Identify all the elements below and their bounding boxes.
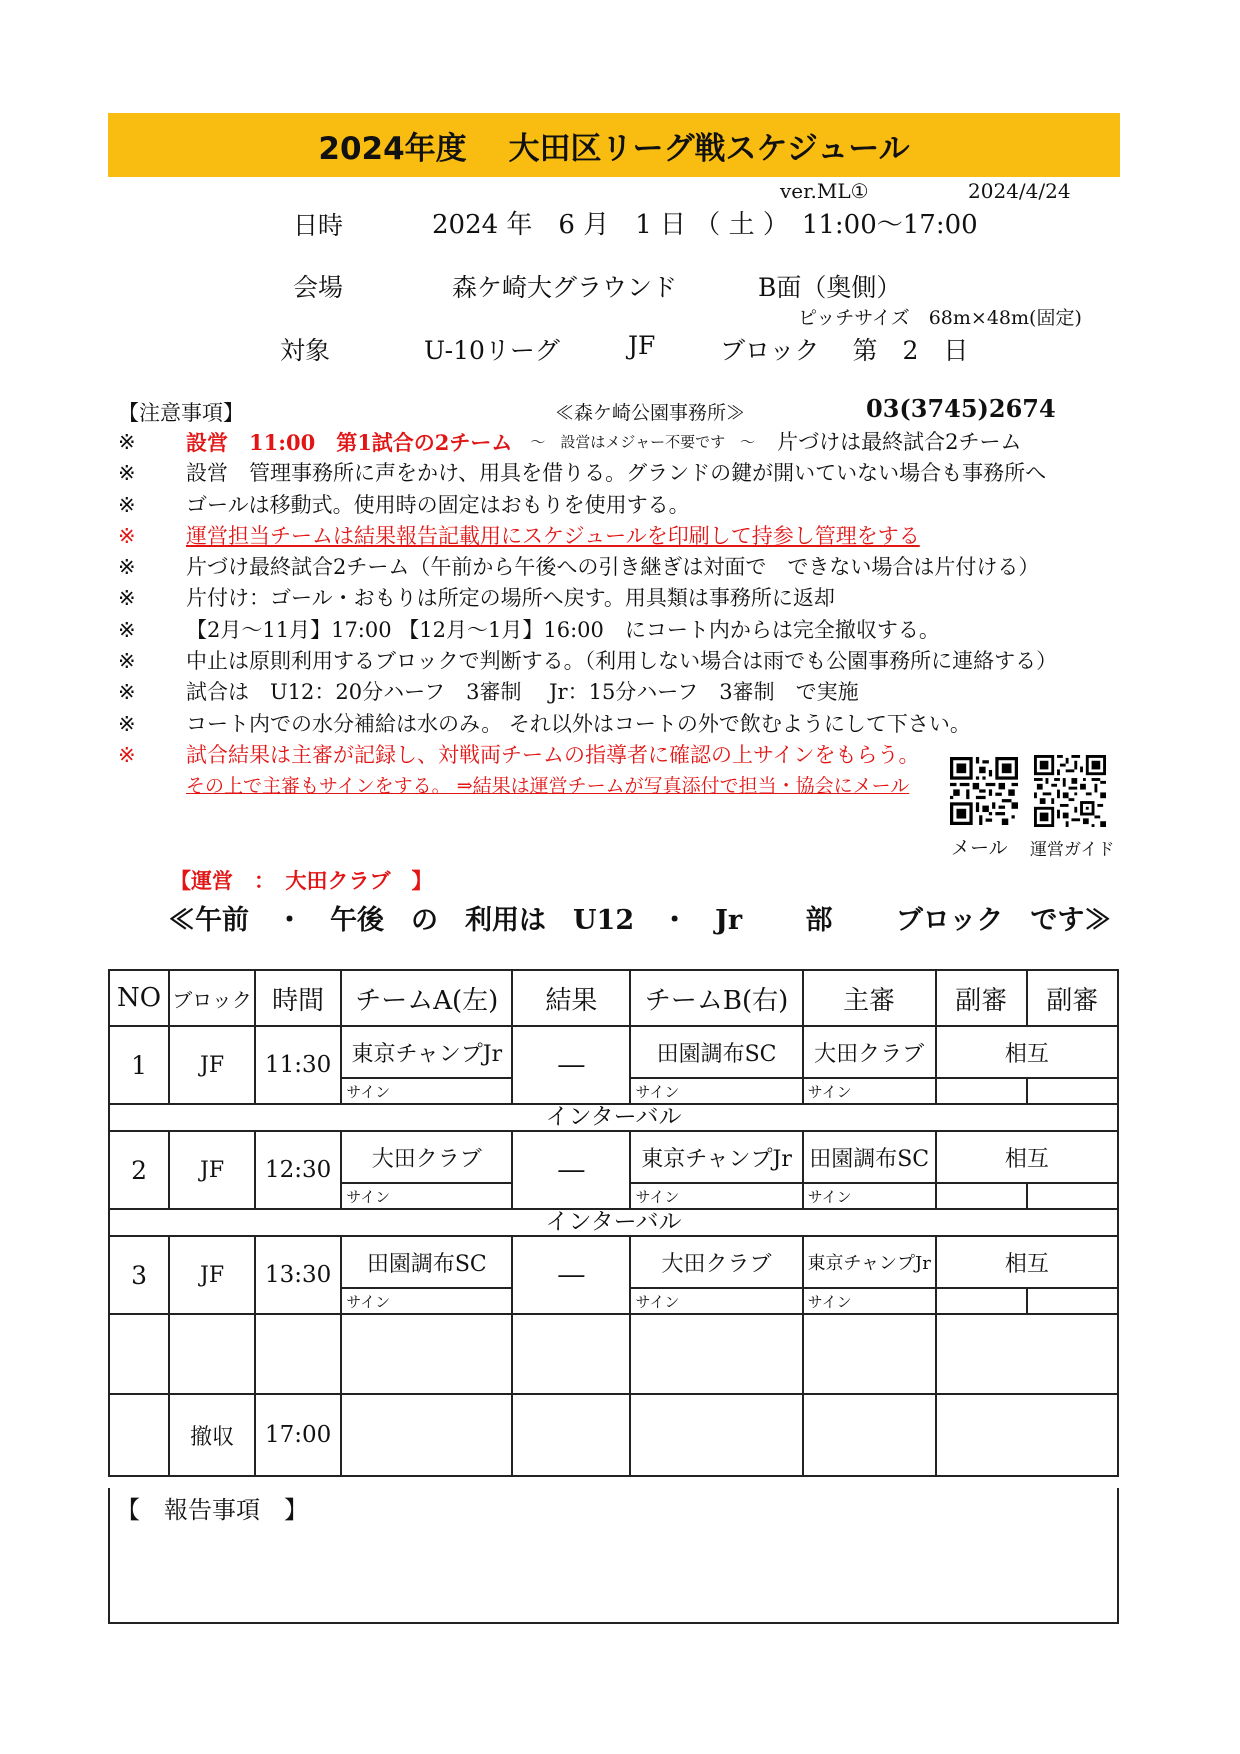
sign-assistant-2[interactable] <box>1027 1183 1118 1209</box>
target-league: U-10リーグ <box>424 336 560 365</box>
sign-team-b[interactable]: サイン <box>630 1288 802 1314</box>
note-item: ※ 試合結果は主審が記録し、対戦両チームの指導者に確認の上サインをもらう。 <box>118 742 920 767</box>
guide-qr-label: 運営ガイド <box>1030 840 1115 860</box>
sign-assistant-2[interactable] <box>1027 1078 1118 1104</box>
referee: 田園調布SC <box>803 1131 936 1183</box>
datetime-label: 日時 <box>293 211 344 240</box>
report-box[interactable] <box>108 1488 1119 1624</box>
office-phone: 03(3745)2674 <box>866 394 1056 423</box>
venue-value: 森ケ崎大グラウンド <box>452 273 678 302</box>
note-item: ※ 片付け：ゴール・おもりは所定の場所へ戻す。用具類は事務所に返却 <box>118 586 835 611</box>
match-time: 12:30 <box>255 1131 341 1209</box>
notes-heading: 【注意事項】 <box>118 401 244 425</box>
col-time: 時間 <box>255 970 341 1026</box>
match-time: 13:30 <box>255 1236 341 1314</box>
venue-label: 会場 <box>293 273 344 302</box>
result-cell[interactable]: ― <box>512 1026 630 1104</box>
match-block: JF <box>169 1236 255 1314</box>
note-item: ※ 【2月～11月】17:00 【12月～1月】16:00 にコート内からは完全撤収する。 <box>118 617 940 642</box>
team-a: 大田クラブ <box>341 1131 512 1183</box>
title-bar <box>108 113 1120 177</box>
note-item: ※ ゴールは移動式。使用時の固定はおもりを使用する。 <box>118 492 690 517</box>
col-referee: 主審 <box>803 970 936 1026</box>
note-item: ※ 中止は原則利用するブロックで判断する。（利用しない場合は雨でも公園事務所に連絡する） <box>118 649 1058 674</box>
note-item: ※ 試合は U12：20分ハーフ 3審制 Jr：15分ハーフ 3審制 で実施 <box>118 680 859 705</box>
note-item: ※ 運営担当チームは結果報告記載用にスケジュールを印刷して持参し管理をする <box>118 523 920 548</box>
match-block: JF <box>169 1026 255 1104</box>
qr-code-icon <box>1034 755 1106 827</box>
sign-team-b[interactable]: サイン <box>630 1183 802 1209</box>
issue-date: 2024/4/24 <box>968 179 1071 203</box>
withdraw-time: 17:00 <box>255 1394 341 1476</box>
usage-line: ≪午前 ・ 午後 の 利用は U12 ・ Jr 部 ブロック です≫ <box>168 905 1112 936</box>
sign-assistant-1[interactable] <box>936 1183 1027 1209</box>
target-block: JF <box>628 331 656 360</box>
col-assistant-2: 副審 <box>1027 970 1118 1026</box>
empty-row <box>109 1314 1118 1394</box>
assistant-referees: 相互 <box>936 1236 1118 1288</box>
referee: 大田クラブ <box>803 1026 936 1078</box>
mail-qr-code[interactable] <box>950 757 1018 825</box>
match-time: 11:30 <box>255 1026 341 1104</box>
interval-row <box>109 1104 1118 1131</box>
target-label: 対象 <box>280 336 331 365</box>
table-row <box>109 1026 1118 1078</box>
match-no: 3 <box>109 1236 169 1314</box>
notes-list <box>118 427 1057 803</box>
mail-qr-label: メール <box>951 837 1008 859</box>
sign-team-b[interactable]: サイン <box>630 1078 802 1104</box>
sign-team-a[interactable]: サイン <box>341 1288 512 1314</box>
pitch-size: ピッチサイズ 68m×48m(固定) <box>798 307 1082 329</box>
match-no: 1 <box>109 1026 169 1104</box>
col-no: NO <box>109 970 169 1026</box>
col-result: 結果 <box>512 970 630 1026</box>
table-row <box>109 1131 1118 1183</box>
office-name: ≪森ケ崎公園事務所≫ <box>555 402 746 424</box>
team-a: 東京チャンプJr <box>341 1026 512 1078</box>
assistant-referees: 相互 <box>936 1131 1118 1183</box>
team-b: 田園調布SC <box>630 1026 802 1078</box>
sign-referee[interactable]: サイン <box>803 1183 936 1209</box>
target-day: ブロック 第 2 日 <box>720 336 969 365</box>
withdraw-label: 撤収 <box>169 1394 255 1476</box>
col-assistant-1: 副審 <box>936 970 1027 1026</box>
qr-code-icon <box>950 757 1018 825</box>
note-item: ※ 片づけ最終試合2チーム（午前から午後への引き継ぎは対面で できない場合は片付ける） <box>118 555 1040 580</box>
interval-label: インターバル <box>109 1104 1118 1131</box>
note-setup-tiny: ～ 設営はメジャー不要です ～ <box>530 433 756 451</box>
note-setup-rest: 片づけは最終試合2チーム <box>777 430 1022 454</box>
sign-assistant-1[interactable] <box>936 1288 1027 1314</box>
page-title: 2024年度 大田区リーグ戦スケジュール <box>318 130 910 167</box>
sign-team-a[interactable]: サイン <box>341 1078 512 1104</box>
col-block: ブロック <box>169 970 255 1026</box>
operation-label: 【運営 ： 大田クラブ 】 <box>170 868 433 893</box>
assistant-referees: 相互 <box>936 1026 1118 1078</box>
note-item: ※ 設営 11:00 第1試合の2チーム ～ 設営はメジャー不要です ～ 片づけは最終試合2チーム <box>118 427 1057 458</box>
guide-qr-code[interactable] <box>1034 755 1106 827</box>
interval-label: インターバル <box>109 1209 1118 1236</box>
note-item: ※ 設営 管理事務所に声をかけ、用具を借りる。グランドの鍵が開いていない場合も事務所へ <box>118 461 1047 486</box>
result-cell[interactable]: ― <box>512 1236 630 1314</box>
sign-team-a[interactable]: サイン <box>341 1183 512 1209</box>
col-team-a: チームA(左) <box>341 970 512 1026</box>
team-b: 大田クラブ <box>630 1236 802 1288</box>
interval-row <box>109 1209 1118 1236</box>
sign-assistant-2[interactable] <box>1027 1288 1118 1314</box>
col-team-b: チームB(右) <box>630 970 802 1026</box>
table-header-row <box>109 970 1118 1026</box>
venue-side: B面（奥側） <box>758 273 902 302</box>
version-label: ver.ML① <box>780 179 869 203</box>
result-cell[interactable]: ― <box>512 1131 630 1209</box>
referee: 東京チャンプJr <box>803 1236 936 1288</box>
note-setup-red: 設営 11:00 第1試合の2チーム <box>186 430 513 455</box>
match-block: JF <box>169 1131 255 1209</box>
report-heading: 【 報告事項 】 <box>116 1496 308 1524</box>
sign-assistant-1[interactable] <box>936 1078 1027 1104</box>
team-b: 東京チャンプJr <box>630 1131 802 1183</box>
sign-referee[interactable]: サイン <box>803 1078 936 1104</box>
schedule-table <box>108 969 1119 1477</box>
sign-referee[interactable]: サイン <box>803 1288 936 1314</box>
match-no: 2 <box>109 1131 169 1209</box>
team-a: 田園調布SC <box>341 1236 512 1288</box>
note-item: ※ コート内での水分補給は水のみ。 それ以外はコートの外で飲むようにして下さい。 <box>118 711 971 736</box>
table-row <box>109 1236 1118 1288</box>
note-item: その上で主審もサインをする。 ⇒結果は運営チームが写真添付で担当・協会にメール <box>186 775 910 798</box>
withdraw-row <box>109 1394 1118 1476</box>
datetime-value: 2024 年 6 月 1 日 （ 土 ） 11:00～17:00 <box>432 210 978 240</box>
